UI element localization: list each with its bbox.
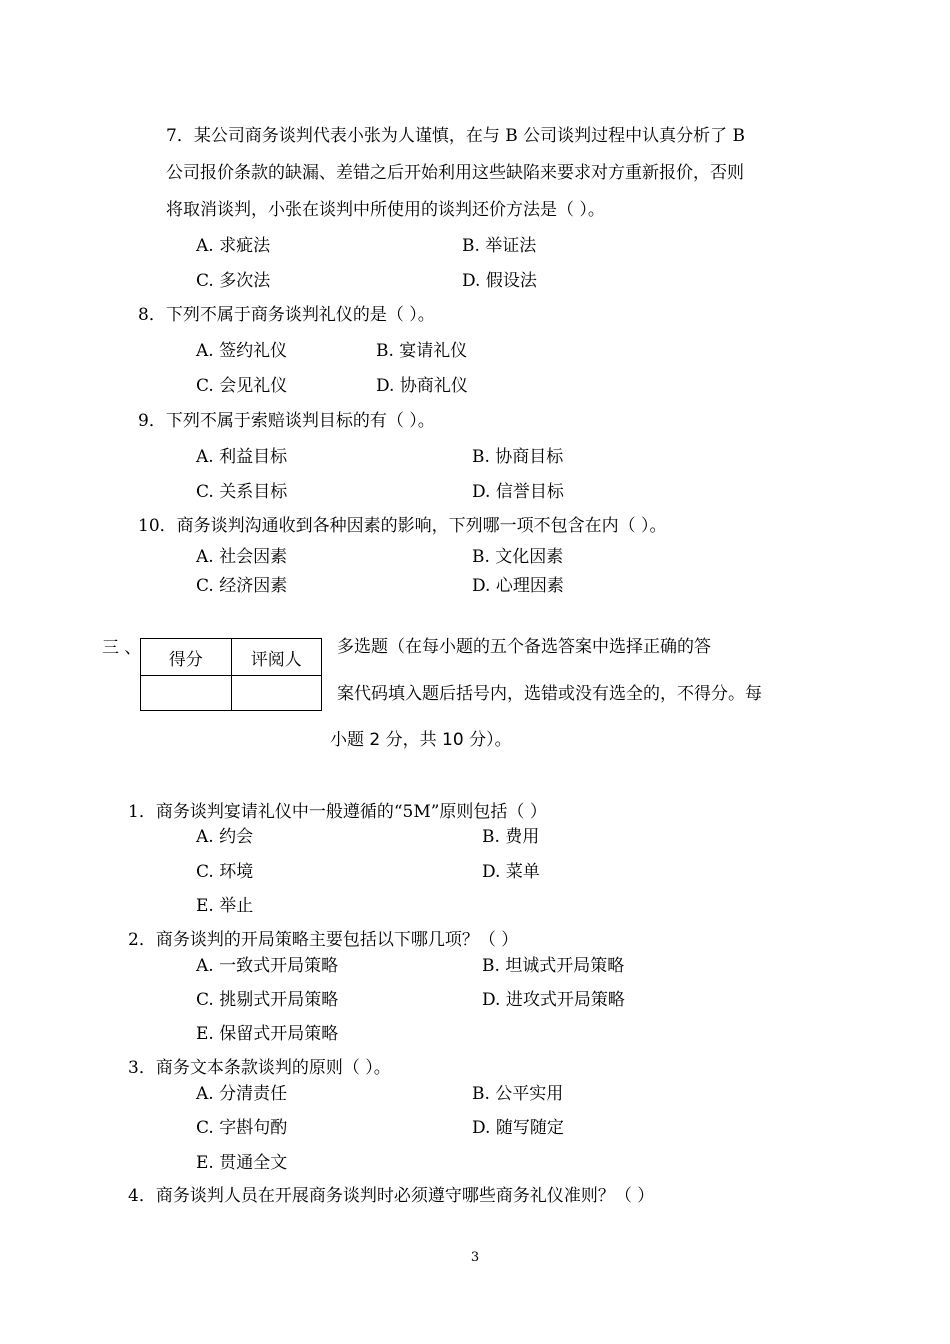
- q8-option-b: B. 宴请礼仪: [376, 341, 468, 361]
- section3-title-line2: 案代码填入题后括号内，选错或没有选全的，不得分。每: [337, 684, 762, 704]
- q10-option-c: C. 经济因素: [196, 576, 288, 596]
- m1-option-d: D. 菜单: [482, 862, 540, 882]
- q8-option-c: C. 会见礼仪: [196, 376, 288, 396]
- m3-stem: 3．商务文本条款谈判的原则（ ）。: [128, 1058, 391, 1078]
- reviewer-cell: [231, 676, 322, 711]
- m1-option-a: A. 约会: [196, 827, 254, 847]
- score-header: 得分: [141, 639, 232, 676]
- q8-option-d: D. 协商礼仪: [376, 376, 468, 396]
- q10-option-a: A. 社会因素: [196, 547, 288, 567]
- section3-number: 三 、: [102, 638, 142, 658]
- q9-option-a: A. 利益目标: [196, 447, 288, 467]
- score-table: [140, 638, 322, 711]
- page-number: 3: [470, 1250, 480, 1265]
- m1-option-c: C. 环境: [196, 862, 254, 882]
- q10-stem: 10．商务谈判沟通收到各种因素的影响，下列哪一项不包含在内（ ）。: [138, 516, 667, 536]
- q9-option-d: D. 信誉目标: [472, 482, 564, 502]
- q9-option-b: B. 协商目标: [472, 447, 564, 467]
- q7-option-a: A. 求疵法: [196, 236, 271, 256]
- m3-option-a: A. 分清责任: [196, 1084, 288, 1104]
- section3-title-line1: 多选题（在每小题的五个备选答案中选择正确的答: [337, 637, 711, 657]
- m2-option-c: C. 挑剔式开局策略: [196, 990, 339, 1010]
- m3-option-b: B. 公平实用: [472, 1084, 564, 1104]
- q7-stem-line3: 将取消谈判，小张在谈判中所使用的谈判还价方法是（ ）。: [166, 200, 605, 220]
- m3-option-c: C. 字斟句酌: [196, 1118, 288, 1138]
- m4-stem: 4．商务谈判人员在开展商务谈判时必须遵守哪些商务礼仪准则？（ ）: [128, 1186, 655, 1206]
- q8-option-a: A. 签约礼仪: [196, 341, 288, 361]
- q9-stem: 9．下列不属于索赔谈判目标的有（ ）。: [138, 411, 435, 431]
- q9-option-c: C. 关系目标: [196, 482, 288, 502]
- q7-option-d: D. 假设法: [462, 271, 537, 291]
- q10-option-d: D. 心理因素: [472, 576, 564, 596]
- m1-stem: 1．商务谈判宴请礼仪中一般遵循的“5M”原则包括（ ）: [128, 802, 547, 822]
- m3-option-d: D. 随写随定: [472, 1118, 564, 1138]
- reviewer-header: 评阅人: [231, 639, 322, 676]
- m2-option-d: D. 进攻式开局策略: [482, 990, 625, 1010]
- m3-option-e: E. 贯通全文: [196, 1153, 288, 1173]
- m2-option-a: A. 一致式开局策略: [196, 956, 339, 976]
- m2-option-e: E. 保留式开局策略: [196, 1024, 339, 1044]
- m1-option-b: B. 费用: [482, 827, 540, 847]
- q7-stem-line2: 公司报价条款的缺漏、差错之后开始利用这些缺陷来要求对方重新报价，否则: [166, 163, 744, 183]
- q7-option-b: B. 举证法: [462, 236, 537, 256]
- q10-option-b: B. 文化因素: [472, 547, 564, 567]
- section3-title-line3: 小题 2 分，共 10 分）。: [330, 730, 512, 750]
- q8-stem: 8．下列不属于商务谈判礼仪的是（ ）。: [138, 305, 435, 325]
- q7-option-c: C. 多次法: [196, 271, 271, 291]
- m2-option-b: B. 坦诚式开局策略: [482, 956, 625, 976]
- score-cell: [141, 676, 232, 711]
- q7-stem-line1: 7．某公司商务谈判代表小张为人谨慎，在与 B 公司谈判过程中认真分析了 B: [166, 126, 746, 146]
- m1-option-e: E. 举止: [196, 896, 254, 916]
- m2-stem: 2．商务谈判的开局策略主要包括以下哪几项？（ ）: [128, 930, 519, 950]
